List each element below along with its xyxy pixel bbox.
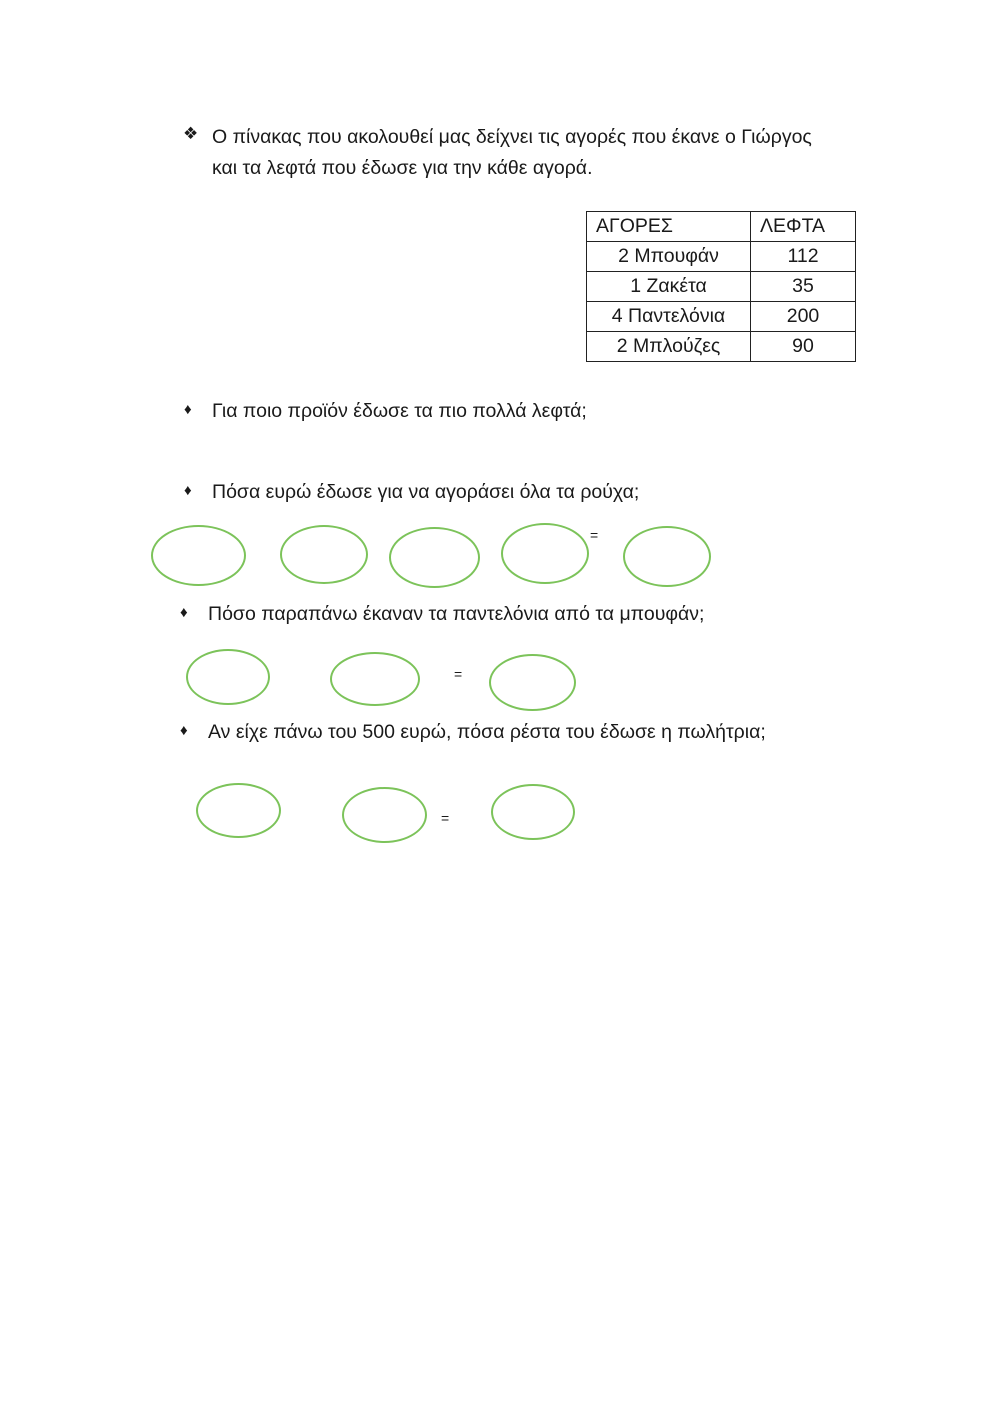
cell-money: 35 <box>751 272 856 302</box>
answer-oval[interactable] <box>330 652 420 706</box>
cell-money: 90 <box>751 332 856 362</box>
diamond-bullet-icon: ♦ <box>180 604 188 621</box>
cell-money: 112 <box>751 242 856 272</box>
answer-oval[interactable] <box>623 526 711 587</box>
table-row <box>587 302 856 332</box>
header-purchases: ΑΓΟΡΕΣ <box>587 212 751 242</box>
cell-item: 4 Παντελόνια <box>587 302 751 332</box>
answer-oval[interactable] <box>491 784 575 840</box>
equals-sign: = <box>590 527 599 543</box>
question-text: Πόσο παραπάνω έκαναν τα παντελόνια από τα μπουφάν; <box>208 603 705 625</box>
answer-oval[interactable] <box>342 787 427 843</box>
cell-money: 200 <box>751 302 856 332</box>
table-row <box>587 242 856 272</box>
diamond-bullet-icon: ♦ <box>184 482 192 499</box>
question-text: Αν είχε πάνω του 500 ευρώ, πόσα ρέστα του έδωσε η πωλήτρια; <box>208 721 766 743</box>
answer-oval[interactable] <box>489 654 576 711</box>
question-text: Για ποιο προϊόν έδωσε τα πιο πολλά λεφτά; <box>212 400 587 422</box>
intro-text: Ο πίνακας που ακολουθεί μας δείχνει τις αγορές που έκανε ο Γιώργος και τα λεφτά που έδωσε για την κάθε αγορά. <box>212 126 812 179</box>
ornament-bullet-icon: ❖ <box>183 124 199 143</box>
answer-oval[interactable] <box>186 649 270 705</box>
table-row <box>587 332 856 362</box>
equals-sign: = <box>441 810 450 826</box>
question-text: Πόσα ευρώ έδωσε για να αγοράσει όλα τα ρούχα; <box>212 481 640 503</box>
cell-item: 1 Ζακέτα <box>587 272 751 302</box>
diamond-bullet-icon: ♦ <box>180 722 188 739</box>
answer-oval[interactable] <box>280 525 368 584</box>
table-row <box>587 272 856 302</box>
answer-oval[interactable] <box>501 523 589 584</box>
answer-oval[interactable] <box>196 783 281 838</box>
purchases-table <box>586 211 856 362</box>
equals-sign: = <box>454 666 463 682</box>
cell-item: 2 Μπουφάν <box>587 242 751 272</box>
cell-item: 2 Μπλούζες <box>587 332 751 362</box>
answer-oval[interactable] <box>389 527 480 588</box>
answer-oval[interactable] <box>151 525 246 586</box>
diamond-bullet-icon: ♦ <box>184 401 192 418</box>
table-header-row <box>587 212 856 242</box>
header-money: ΛΕΦΤΑ <box>751 212 856 242</box>
